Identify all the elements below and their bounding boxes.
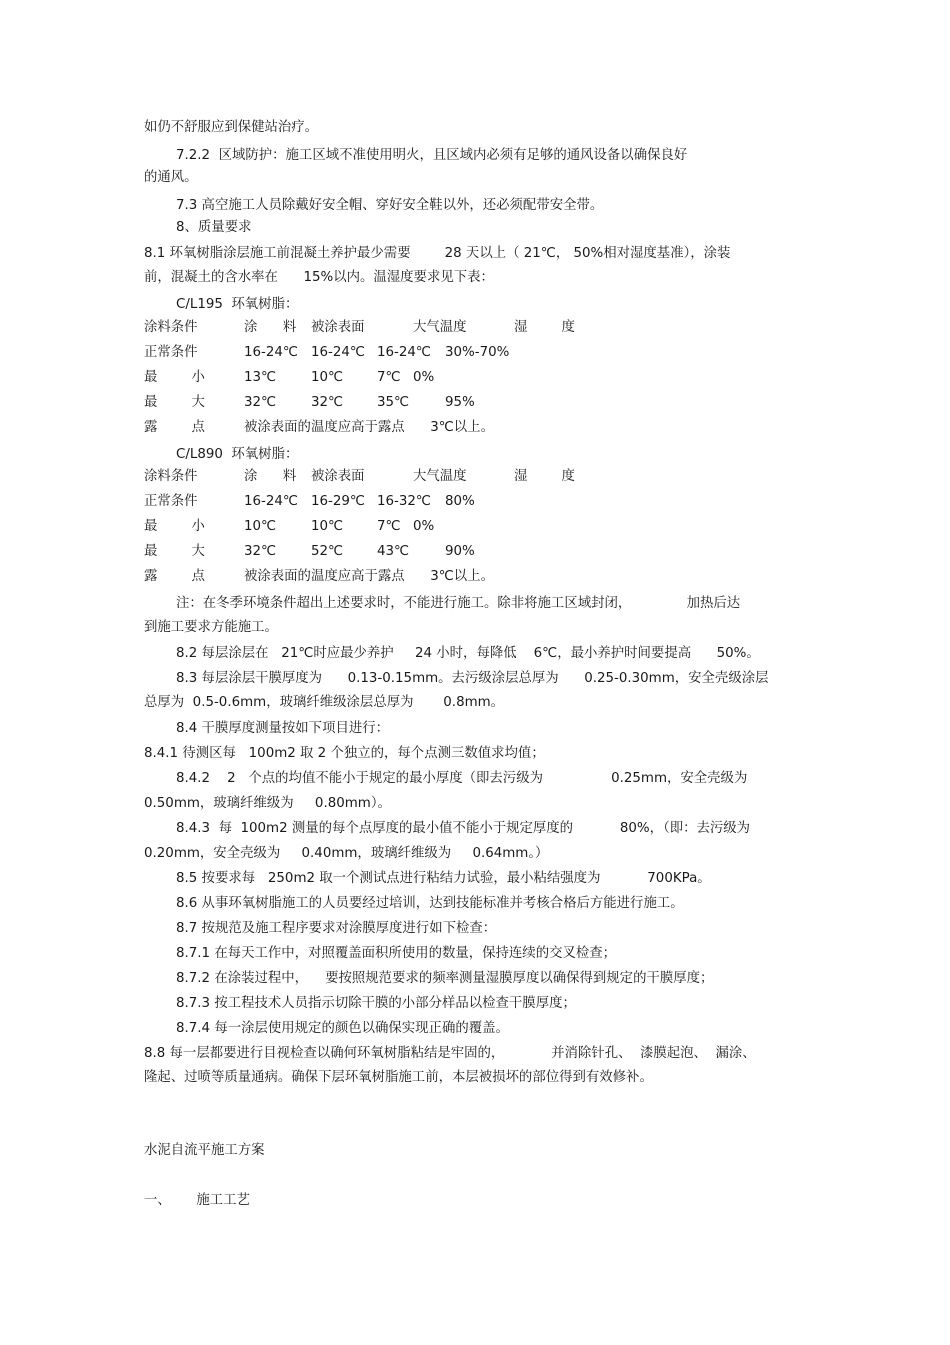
note-paragraph: 注：在冬季环境条件超出上述要求时，不能进行施工。除非将施工区域封闭， 加热后达 [176,596,741,611]
section-8-6: 8.6 从事环氧树脂施工的人员要经过培训，达到技能标准并考核合格后方能进行施工。 [176,896,684,911]
table2-header-cell: 被涂表面 [311,469,365,484]
section-8-8: 8.8 每一层都要进行目视检查以确何环氧树脂粘结是牢固的， 并消除针孔、 漆膜起泡、 漏涂、 [144,1046,756,1061]
table1-cell: 16-24℃ [377,345,431,360]
section-8-4-3: 8.4.3 每 100m2 测量的每个点厚度的最小值不能小于规定厚度的 80%，（即：去污级为 [176,821,751,836]
table2-cell: 43℃ [377,544,410,559]
section-8-7: 8.7 按规范及施工程序要求对涂膜厚度进行如下检查： [176,921,497,936]
section-8-5: 8.5 按要求每 250m2 取一个测试点进行粘结力试验，最小粘结强度为 700KPa。 [176,871,711,886]
section-heading-cement-self-leveling: 水泥自流平施工方案 [144,1143,265,1158]
text-line: 的通风。 [144,170,198,185]
table1-dew-note: 被涂表面的温度应高于露点 3℃以上。 [244,420,494,435]
table1-cell: 30%-70% [445,345,510,360]
table2-cell: 正常条件 [144,494,198,509]
table2-cell: 0% [413,519,435,534]
table2-cell: 16-32℃ [377,494,431,509]
section-8-4-2: 8.4.2 2 个点的均值不能小于规定的最小厚度（即去污级为 0.25mm，安全壳级为 [176,771,748,786]
table1-header-cell: 涂 料 [244,320,297,335]
table1-cell: 35℃ [377,395,410,410]
table1-cell: 32℃ [244,395,277,410]
table1-cell: 16-24℃ [244,345,298,360]
table2-dew-note: 被涂表面的温度应高于露点 3℃以上。 [244,569,494,584]
table2-header-cell: 湿 度 [514,469,575,484]
table1-dew-label: 露 点 [144,420,205,435]
section-8-2: 8.2 每层涂层在 21℃时应最少养护 24 小时，每降低 6℃，最小养护时间要提高 50%。 [176,646,760,661]
section-8-7-1: 8.7.1 在每天工作中，对照覆盖面积所使用的数量，保持连续的交叉检查； [176,946,617,961]
table2-header-cell: 大气温度 [413,469,467,484]
table1-header-cell: 湿 度 [514,320,575,335]
table2-cell: 最 小 [144,519,205,534]
table2-cell: 10℃ [311,519,344,534]
table1-cell: 最 大 [144,395,205,410]
table1-cell: 最 小 [144,370,205,385]
table1-title: C/L195 环氧树脂： [176,297,299,312]
table2-dew-label: 露 点 [144,569,205,584]
text-line: 隆起、过喷等质量通病。确保下层环氧树脂施工前，本层被损坏的部位得到有效修补。 [144,1070,653,1085]
section-7-3: 7.3 高空施工人员除戴好安全帽、穿好安全鞋以外，还必须配带安全带。 [176,198,604,213]
table2-cell: 52℃ [311,544,344,559]
table1-header-cell: 被涂表面 [311,320,365,335]
table2-cell: 16-24℃ [244,494,298,509]
text-line: 如仍不舒服应到保健站治疗。 [144,120,319,135]
text-line: 前，混凝土的含水率在 15%以内。温湿度要求见下表： [144,270,494,285]
table2-cell: 32℃ [244,544,277,559]
table2-cell: 16-29℃ [311,494,365,509]
section-8-4: 8.4 干膜厚度测量按如下项目进行： [176,721,390,736]
table1-header-cell: 涂料条件 [144,320,198,335]
table2-cell: 80% [445,494,475,509]
table1-header-cell: 大气温度 [413,320,467,335]
table2-header-cell: 涂料条件 [144,469,198,484]
table1-cell: 95% [445,395,475,410]
table2-cell: 最 大 [144,544,205,559]
subsection-heading-construction-process: 一、 施工工艺 [144,1193,250,1208]
table2-title: C/L890 环氧树脂： [176,447,299,462]
section-8-heading: 8、质量要求 [176,220,252,235]
table2-cell: 7℃ [377,519,401,534]
table1-cell: 16-24℃ [311,345,365,360]
section-8-3: 8.3 每层涂层干膜厚度为 0.13-0.15mm。去污级涂层总厚为 0.25-0.30mm，安全壳级涂层 [176,671,769,686]
section-8-7-4: 8.7.4 每一涂层使用规定的颜色以确保实现正确的覆盖。 [176,1021,509,1036]
table1-cell: 13℃ [244,370,277,385]
table1-cell: 7℃ [377,370,401,385]
section-7-2-2: 7.2.2 区域防护：施工区域不准使用明火，且区域内必须有足够的通风设备以确保良好 [176,148,688,163]
text-line: 0.50mm，玻璃纤维级为 0.80mm）。 [144,796,391,811]
table2-header-cell: 涂 料 [244,469,297,484]
section-8-7-2: 8.7.2 在涂装过程中， 要按照规范要求的频率测量湿膜厚度以确保得到规定的干膜厚度； [176,971,714,986]
section-8-7-3: 8.7.3 按工程技术人员指示切除干膜的小部分样品以检查干膜厚度； [176,996,576,1011]
section-8-1: 8.1 环氧树脂涂层施工前混凝土养护最少需要 28 天以上（ 21℃， 50%相对湿度基准），涂装 [144,246,731,261]
section-8-4-1: 8.4.1 待测区每 100m2 取 2 个独立的，每个点测三数值求均值； [144,746,545,761]
text-line: 到施工要求方能施工。 [144,620,278,635]
table1-cell: 0% [413,370,435,385]
table2-cell: 10℃ [244,519,277,534]
table2-cell: 90% [445,544,475,559]
table1-cell: 32℃ [311,395,344,410]
text-line: 总厚为 0.5-0.6mm，玻璃纤维级涂层总厚为 0.8mm。 [144,695,505,710]
table1-cell: 正常条件 [144,345,198,360]
table1-cell: 10℃ [311,370,344,385]
text-line: 0.20mm，安全壳级为 0.40mm，玻璃纤维级为 0.64mm。） [144,846,549,861]
